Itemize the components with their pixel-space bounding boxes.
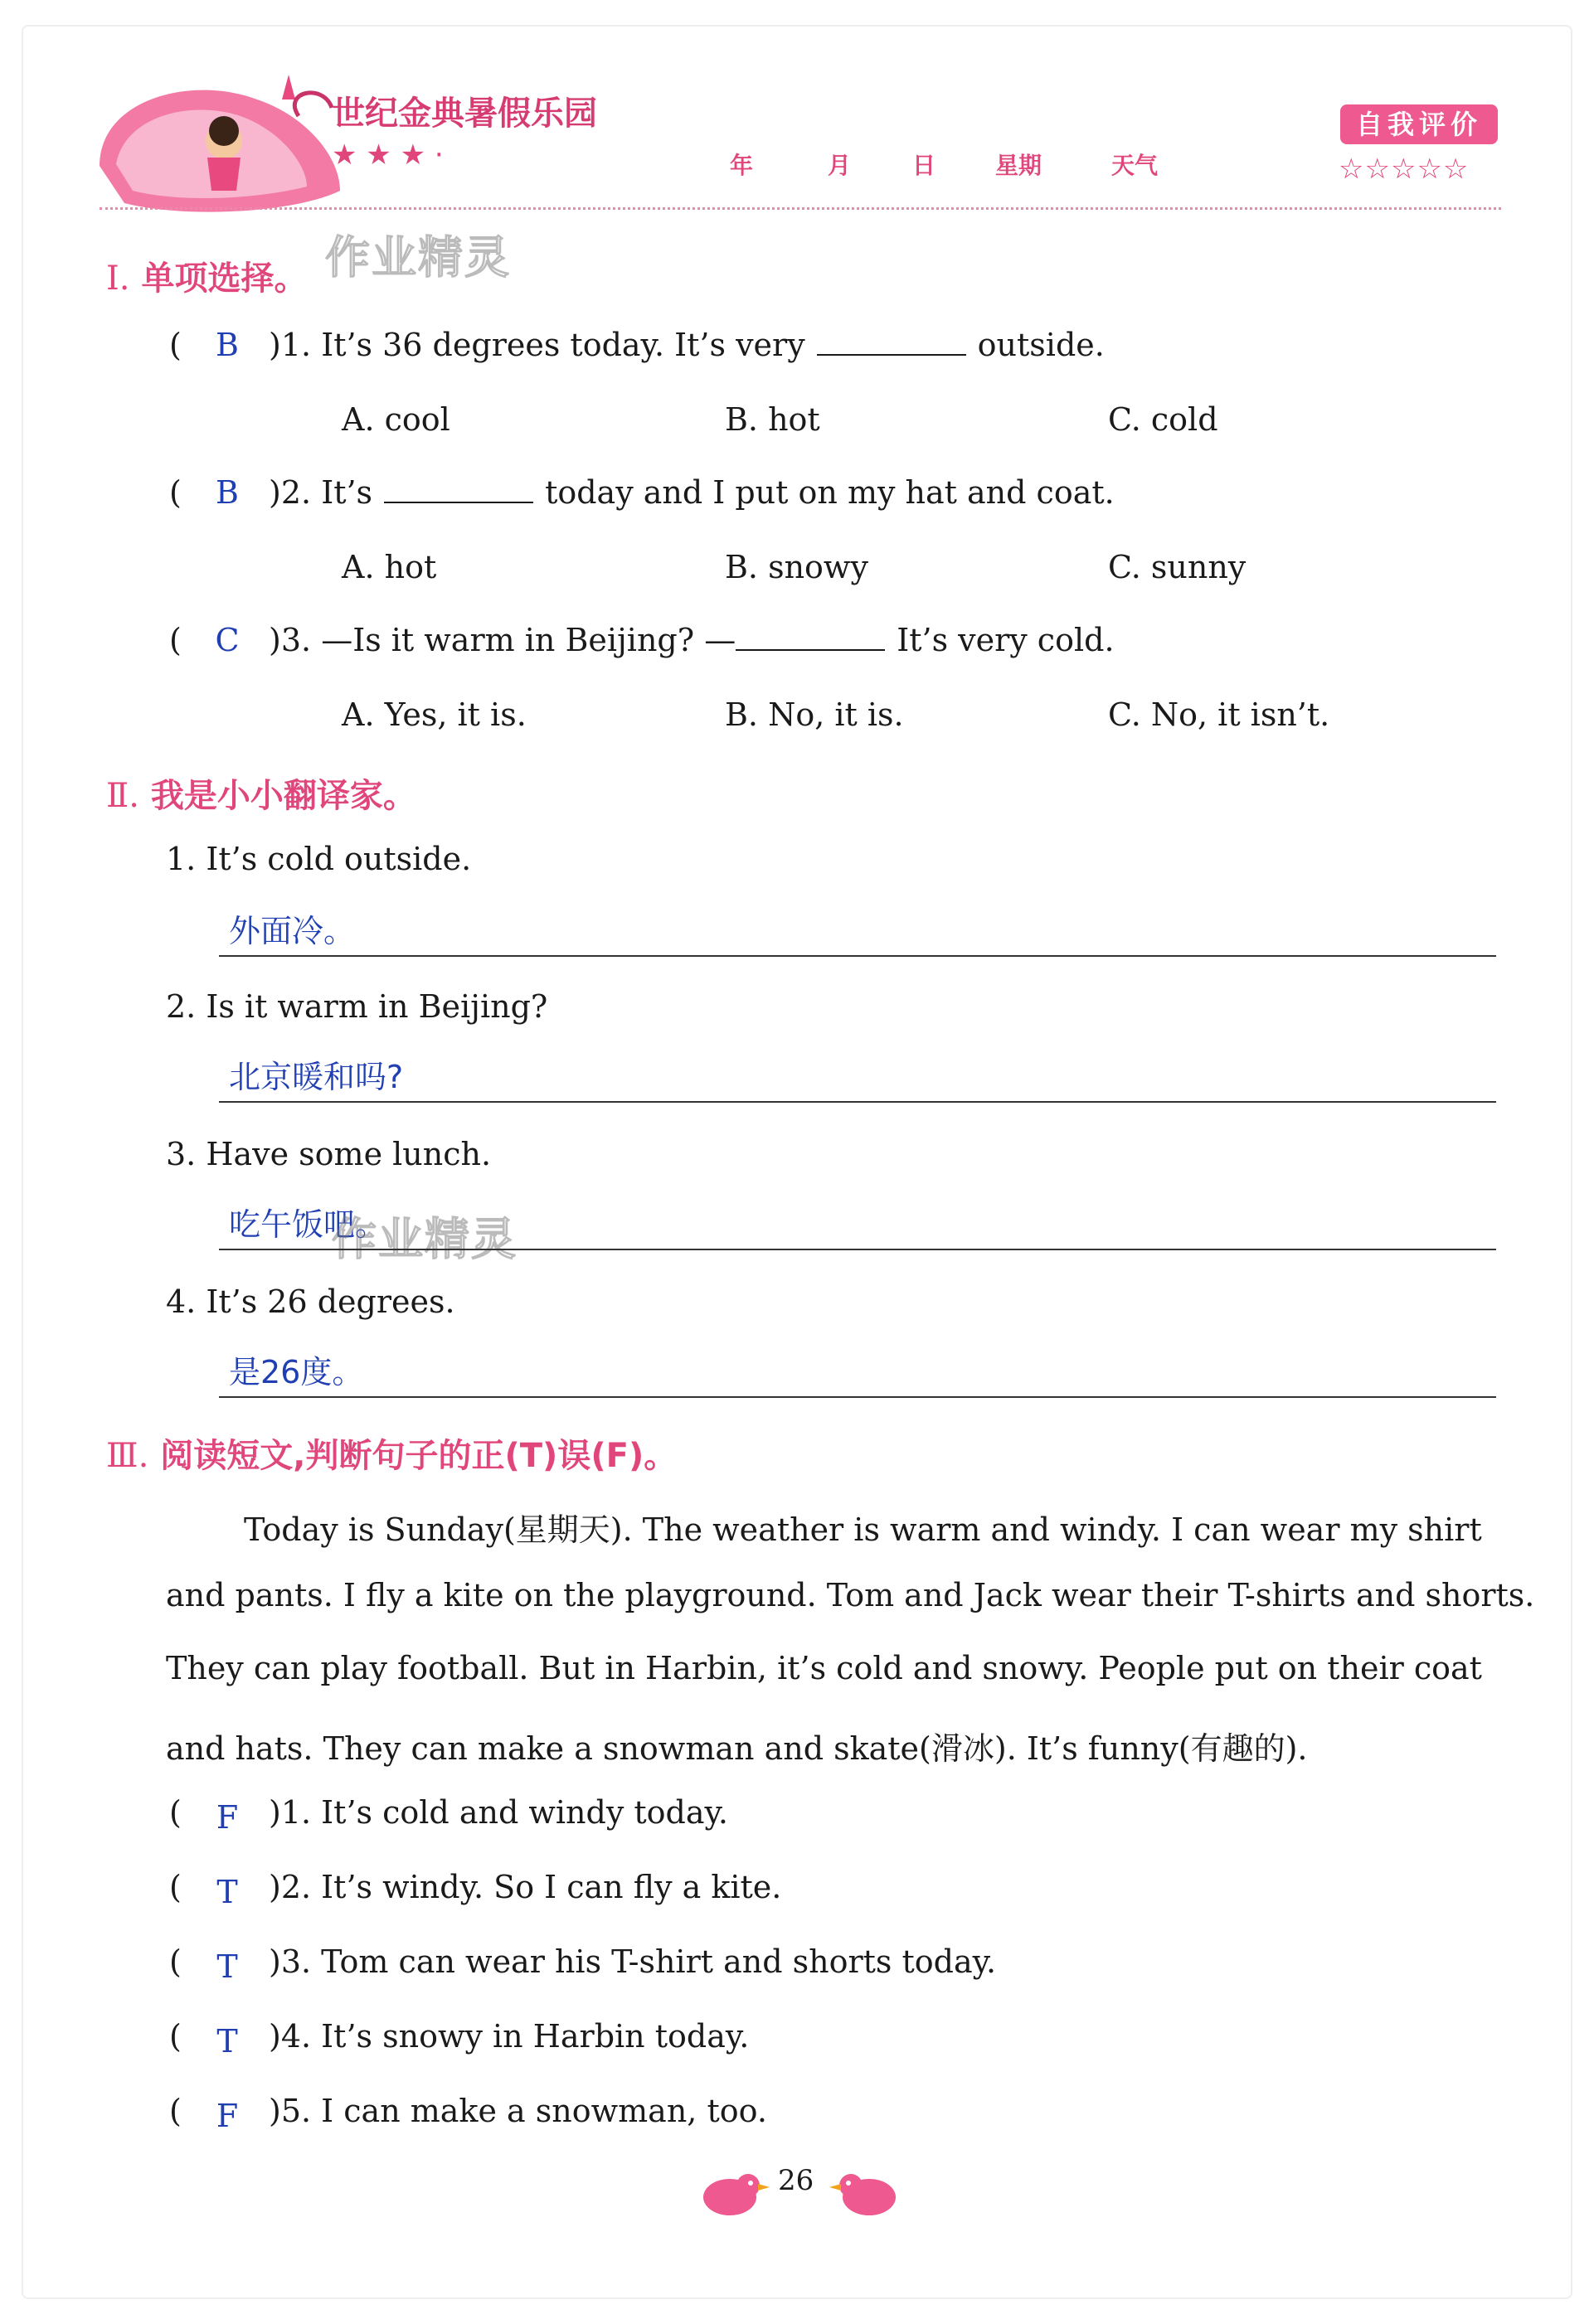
option-a: A. Yes, it is. xyxy=(342,696,527,733)
rating-stars: ☆☆☆☆☆ xyxy=(1339,153,1470,186)
section-3-number: Ⅲ. xyxy=(106,1437,149,1475)
page-number: 26 xyxy=(778,2164,814,2197)
question-number: )1. xyxy=(269,327,312,363)
section-2-heading xyxy=(106,769,416,817)
svg-text:★ ★ ★ ·: ★ ★ ★ · xyxy=(332,138,444,172)
translate-answer: 北京暖和吗? xyxy=(229,1059,404,1095)
translate-answer: 吃午饭吧。 xyxy=(229,1206,387,1243)
option-a: A. cool xyxy=(342,401,450,438)
paren-open: ( xyxy=(169,1794,182,1831)
paren-open: ( xyxy=(169,1943,182,1980)
question-number: )3. xyxy=(269,622,312,658)
answer: B xyxy=(216,327,239,363)
passage-line: They can play football. But in Harbin, it’s cold and snowy. People put on their coat xyxy=(166,1650,1482,1686)
stem-part: It’s very cold. xyxy=(897,622,1115,658)
judgement-item: )3. Tom can wear his T-shirt and shorts today. xyxy=(269,1943,997,1980)
answer-line xyxy=(219,1249,1496,1250)
paren-open: ( xyxy=(169,2093,182,2129)
section-1-number: Ⅰ. xyxy=(106,260,130,298)
paren-open: ( xyxy=(169,327,182,363)
stem-part: It’s 36 degrees today. It’s very xyxy=(321,327,805,363)
judgement-item: )1. It’s cold and windy today. xyxy=(269,1794,729,1831)
answer: T xyxy=(216,1874,238,1910)
answer: F xyxy=(216,1799,239,1836)
option-c: C. No, it isn’t. xyxy=(1108,696,1330,733)
series-logo xyxy=(91,66,663,224)
watermark: 作业精灵 xyxy=(332,1213,518,1265)
translate-answer: 外面冷。 xyxy=(229,913,356,949)
translate-question: 4. It’s 26 degrees. xyxy=(166,1283,455,1320)
bird-right-icon xyxy=(829,2174,896,2215)
stem-part: —Is it warm in Beijing? — xyxy=(321,622,736,658)
option-b: B. hot xyxy=(725,401,820,438)
section-3-title: 阅读短文,判断句子的正(T)误(F)。 xyxy=(160,1437,678,1475)
translate-question: 3. Have some lunch. xyxy=(166,1136,492,1172)
year-field: 年 xyxy=(730,152,754,179)
question-stem xyxy=(269,622,1115,658)
answer: T xyxy=(216,2023,238,2060)
judgement-item: )5. I can make a snowman, too. xyxy=(269,2093,767,2129)
section-2-number: Ⅱ. xyxy=(106,777,139,815)
passage-line: and pants. I fly a kite on the playground. Tom and Jack wear their T-shirts and shorts. xyxy=(166,1577,1535,1613)
bird-left-icon xyxy=(703,2174,770,2215)
answer-line xyxy=(219,1101,1496,1103)
answer: B xyxy=(216,474,239,511)
passage-line: Today is Sunday(星期天). The weather is warm and windy. I can wear my shirt xyxy=(244,1511,1482,1548)
header-divider xyxy=(100,207,1501,210)
stem-part: today and I put on my hat and coat. xyxy=(545,474,1115,511)
month-field: 月 xyxy=(828,152,852,179)
option-c: C. sunny xyxy=(1108,549,1247,585)
section-3-heading xyxy=(106,1429,677,1477)
answer-blank xyxy=(736,624,885,651)
section-1-heading xyxy=(106,252,308,299)
watermark: 作业精灵 xyxy=(325,231,511,284)
section-1-title: 单项选择。 xyxy=(141,260,308,298)
paren-open: ( xyxy=(169,474,182,511)
answer-line xyxy=(219,955,1496,957)
section-2-title: 我是小小翻译家。 xyxy=(150,777,416,815)
answer: C xyxy=(215,622,240,658)
option-a: A. hot xyxy=(342,549,437,585)
answer-blank xyxy=(384,477,533,503)
option-c: C. cold xyxy=(1108,401,1218,438)
self-eval-badge: 自我评价 xyxy=(1340,104,1498,144)
paren-open: ( xyxy=(169,2018,182,2055)
question-stem xyxy=(269,327,1105,363)
judgement-item: )4. It’s snowy in Harbin today. xyxy=(269,2018,750,2055)
translate-question: 1. It’s cold outside. xyxy=(166,841,472,877)
answer-line xyxy=(219,1396,1496,1398)
weekday-field: 星期 xyxy=(995,152,1042,179)
weather-field: 天气 xyxy=(1111,152,1159,179)
answer: T xyxy=(216,1948,238,1985)
day-field: 日 xyxy=(912,152,936,179)
paren-open: ( xyxy=(169,1869,182,1905)
question-number: )2. xyxy=(269,474,312,511)
answer: F xyxy=(216,2098,239,2134)
passage-line: and hats. They can make a snowman and skate(滑冰). It’s funny(有趣的). xyxy=(166,1730,1308,1767)
series-title: 世纪金典暑假乐园 xyxy=(332,95,597,133)
translate-question: 2. Is it warm in Beijing? xyxy=(166,988,548,1025)
option-b: B. snowy xyxy=(725,549,868,585)
paren-open: ( xyxy=(169,622,182,658)
stem-part: outside. xyxy=(977,327,1105,363)
option-b: B. No, it is. xyxy=(725,696,904,733)
translate-answer: 是26度。 xyxy=(229,1354,364,1390)
question-stem xyxy=(269,474,1115,511)
judgement-item: )2. It’s windy. So I can fly a kite. xyxy=(269,1869,782,1905)
answer-blank xyxy=(817,329,966,356)
stem-part: It’s xyxy=(321,474,373,511)
